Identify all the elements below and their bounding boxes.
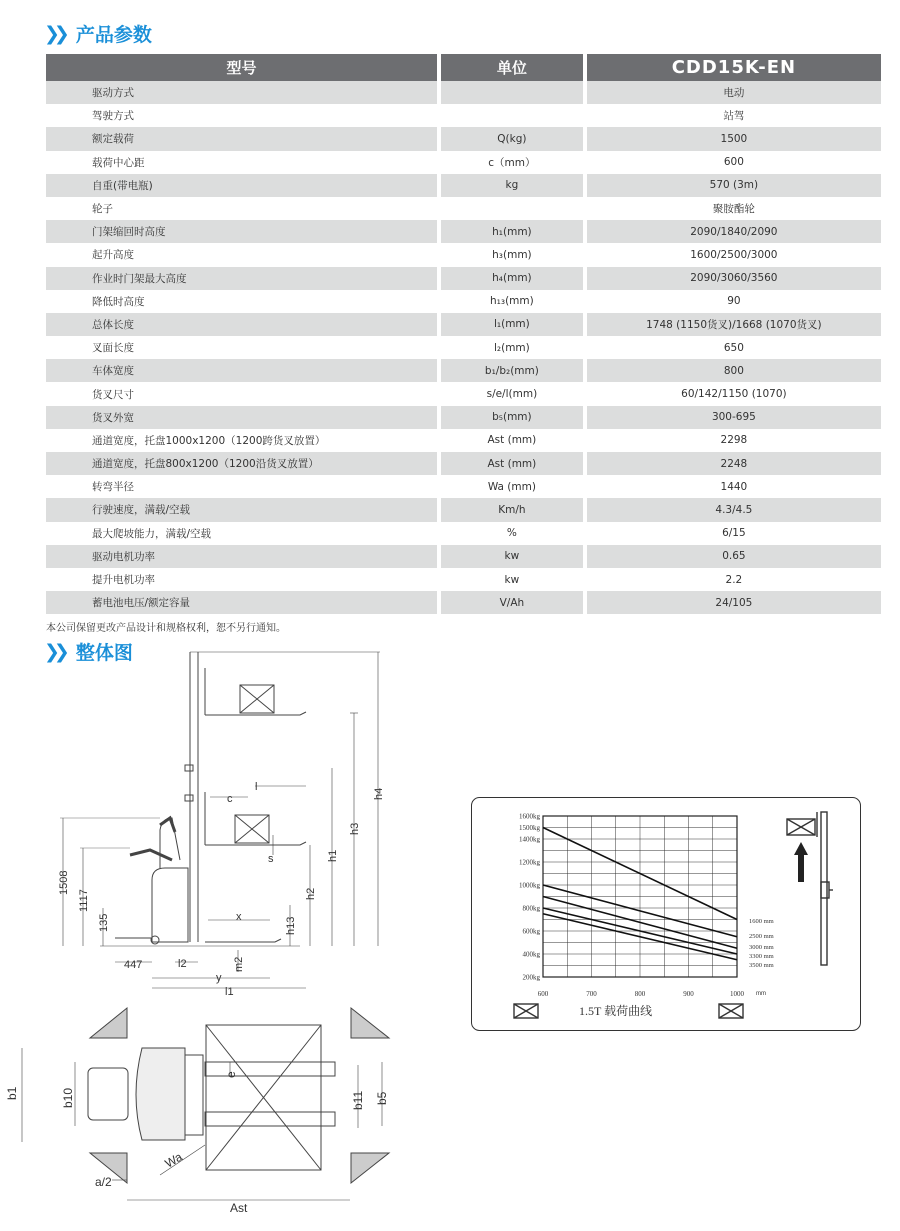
row-name: 作业时门架最大高度 [46,267,437,290]
row-name: 转弯半径 [92,481,134,494]
y-tick-label: 200kg [522,973,540,982]
label-b10: b10 [61,1087,75,1108]
row-unit: h₁₃(mm) [490,295,534,308]
label-s: s [268,853,274,865]
label-wa: Wa [162,1149,185,1171]
label-135: 135 [98,913,110,932]
row-unit: b₅(mm) [441,406,583,429]
label-h13: h13 [285,916,297,935]
label-ast: Ast [230,1201,248,1215]
row-value: 650 [723,341,744,354]
row-value: 1748 (1150货叉)/1668 (1070货叉) [587,313,881,336]
row-name: 轮子 [92,203,113,216]
row-value: 1600/2500/3000 [690,248,778,261]
row-name: 最大爬坡能力，满载/空载 [92,527,212,540]
row-value: 60/142/1150 (1070) [681,388,787,401]
row-name: 起升高度 [92,249,134,262]
row-name: 驱动电机功率 [46,545,437,568]
label-l2: l2 [178,958,187,970]
row-unit: h₄(mm) [441,267,583,290]
double-chevron-icon: ❯❯ [44,640,64,663]
row-unit: l₁(mm) [441,313,583,336]
row-value: 24/105 [587,591,881,614]
row-value: 2090/1840/2090 [587,220,881,243]
header-unit: 单位 [441,54,583,81]
row-name: 行驶速度，满载/空载 [46,498,437,521]
label-l: l [255,781,258,793]
y-tick-label: 600kg [522,927,540,936]
chart-frame [472,798,861,1031]
y-tick-label: 1000kg [519,881,540,890]
row-value: 2.2 [725,573,743,586]
row-name: 载荷中心距 [92,156,145,169]
row-name: 通道宽度，托盘1000x1200（1200跨货叉放置） [92,434,326,447]
row-value: 1500 [587,127,881,150]
row-name: 叉面长度 [92,342,134,355]
row-unit: kg [441,174,583,197]
label-1508: 1508 [58,870,70,895]
row-value: 6/15 [722,527,746,540]
label-1117: 1117 [78,889,90,912]
label-b5: b5 [375,1091,389,1105]
label-h1: h1 [327,849,339,862]
label-a2: a/2 [95,1175,112,1189]
y-tick-label: 1400kg [519,835,540,844]
label-m2: m2 [233,956,245,972]
series-label: 2500 mm [749,933,774,940]
row-unit: Wa (mm) [487,480,536,493]
row-unit: Q(kg) [441,127,583,150]
series-label: 3500 mm [749,962,774,969]
row-name: 车体宽度 [46,359,437,382]
row-name: 货叉尺寸 [92,388,134,401]
section-title-overview: ❯❯ 整体图 [44,640,133,664]
double-chevron-icon: ❯❯ [44,22,64,45]
header-model-name: CDD15K-EN [587,54,881,81]
row-unit: V/Ah [441,591,583,614]
row-unit: c（mm） [488,156,536,169]
row-name: 提升电机功率 [92,574,155,587]
label-h3: h3 [349,822,361,835]
row-value: 4.3/4.5 [587,498,881,521]
label-h4: h4 [373,787,385,800]
row-name: 自重(带电瓶) [46,174,437,197]
disclaimer-note: 本公司保留更改产品设计和规格权利，恕不另行通知。 [46,623,286,634]
row-unit: kw [504,573,520,586]
y-tick-label: 400kg [522,950,540,959]
row-name: 额定载荷 [46,127,437,150]
row-unit: kw [441,545,583,568]
row-name: 门架缩回时高度 [46,220,437,243]
row-value: 600 [723,156,744,169]
header-model-label: 型号 [46,54,437,81]
row-value: 90 [727,295,741,308]
row-value: 站驾 [723,110,745,123]
x-tick-label: 700 [586,990,597,998]
label-l1: l1 [225,986,234,998]
row-value: 570 (3m) [587,174,881,197]
y-tick-label: 800kg [522,904,540,913]
y-tick-label: 1600kg [519,812,540,821]
top-view-drawing [22,1008,389,1200]
row-name: 驱动方式 [46,81,437,104]
row-unit: b₁/b₂(mm) [441,359,583,382]
row-value: 2298 [720,434,748,447]
x-tick-label: 900 [683,990,694,998]
x-tick-label: 600 [537,990,549,998]
row-name: 通道宽度，托盘800x1200（1200沿货叉放置） [46,452,437,475]
series-label: 3000 mm [749,944,774,951]
row-unit: Ast (mm) [487,434,537,447]
series-label: 3300 mm [749,953,774,960]
row-value: 聚胺酯轮 [712,203,755,216]
label-b11: b11 [351,1090,365,1110]
row-value: 电动 [587,81,881,104]
y-tick-label: 1200kg [519,858,540,867]
label-447: 447 [124,959,143,971]
load-curve-chart [471,797,861,1031]
row-unit: Km/h [441,498,583,521]
row-unit: % [506,527,517,540]
row-unit: s/e/l(mm) [486,388,538,401]
series-label: 1600 mm [749,918,774,925]
label-y: y [216,972,222,984]
row-value: 2248 [587,452,881,475]
row-name: 降低时高度 [92,295,145,308]
row-unit: h₁(mm) [441,220,583,243]
label-x: x [236,911,242,923]
row-unit: Ast (mm) [441,452,583,475]
row-value: 1440 [720,480,748,493]
row-unit: h₃(mm) [492,248,532,261]
x-axis-unit: mm [756,991,766,997]
x-tick-label: 1000 [730,990,744,998]
section-title-params: ❯❯ 产品参数 [44,22,152,46]
label-c: c [227,793,233,805]
row-name: 蓄电池电压/额定容量 [46,591,437,614]
row-value: 300-695 [587,406,881,429]
label-e: e [224,1071,238,1078]
row-name: 货叉外宽 [46,406,437,429]
row-name: 总体长度 [46,313,437,336]
label-b1: b1 [5,1086,19,1100]
label-h2: h2 [305,887,317,900]
row-value: 0.65 [587,545,881,568]
row-value: 2090/3060/3560 [587,267,881,290]
chart-title: 1.5T 载荷曲线 [579,1004,653,1018]
x-tick-label: 800 [634,990,646,998]
row-unit: l₂(mm) [493,341,530,354]
y-tick-label: 1500kg [519,824,540,832]
row-value: 800 [587,359,881,382]
row-name: 驾驶方式 [92,110,134,123]
